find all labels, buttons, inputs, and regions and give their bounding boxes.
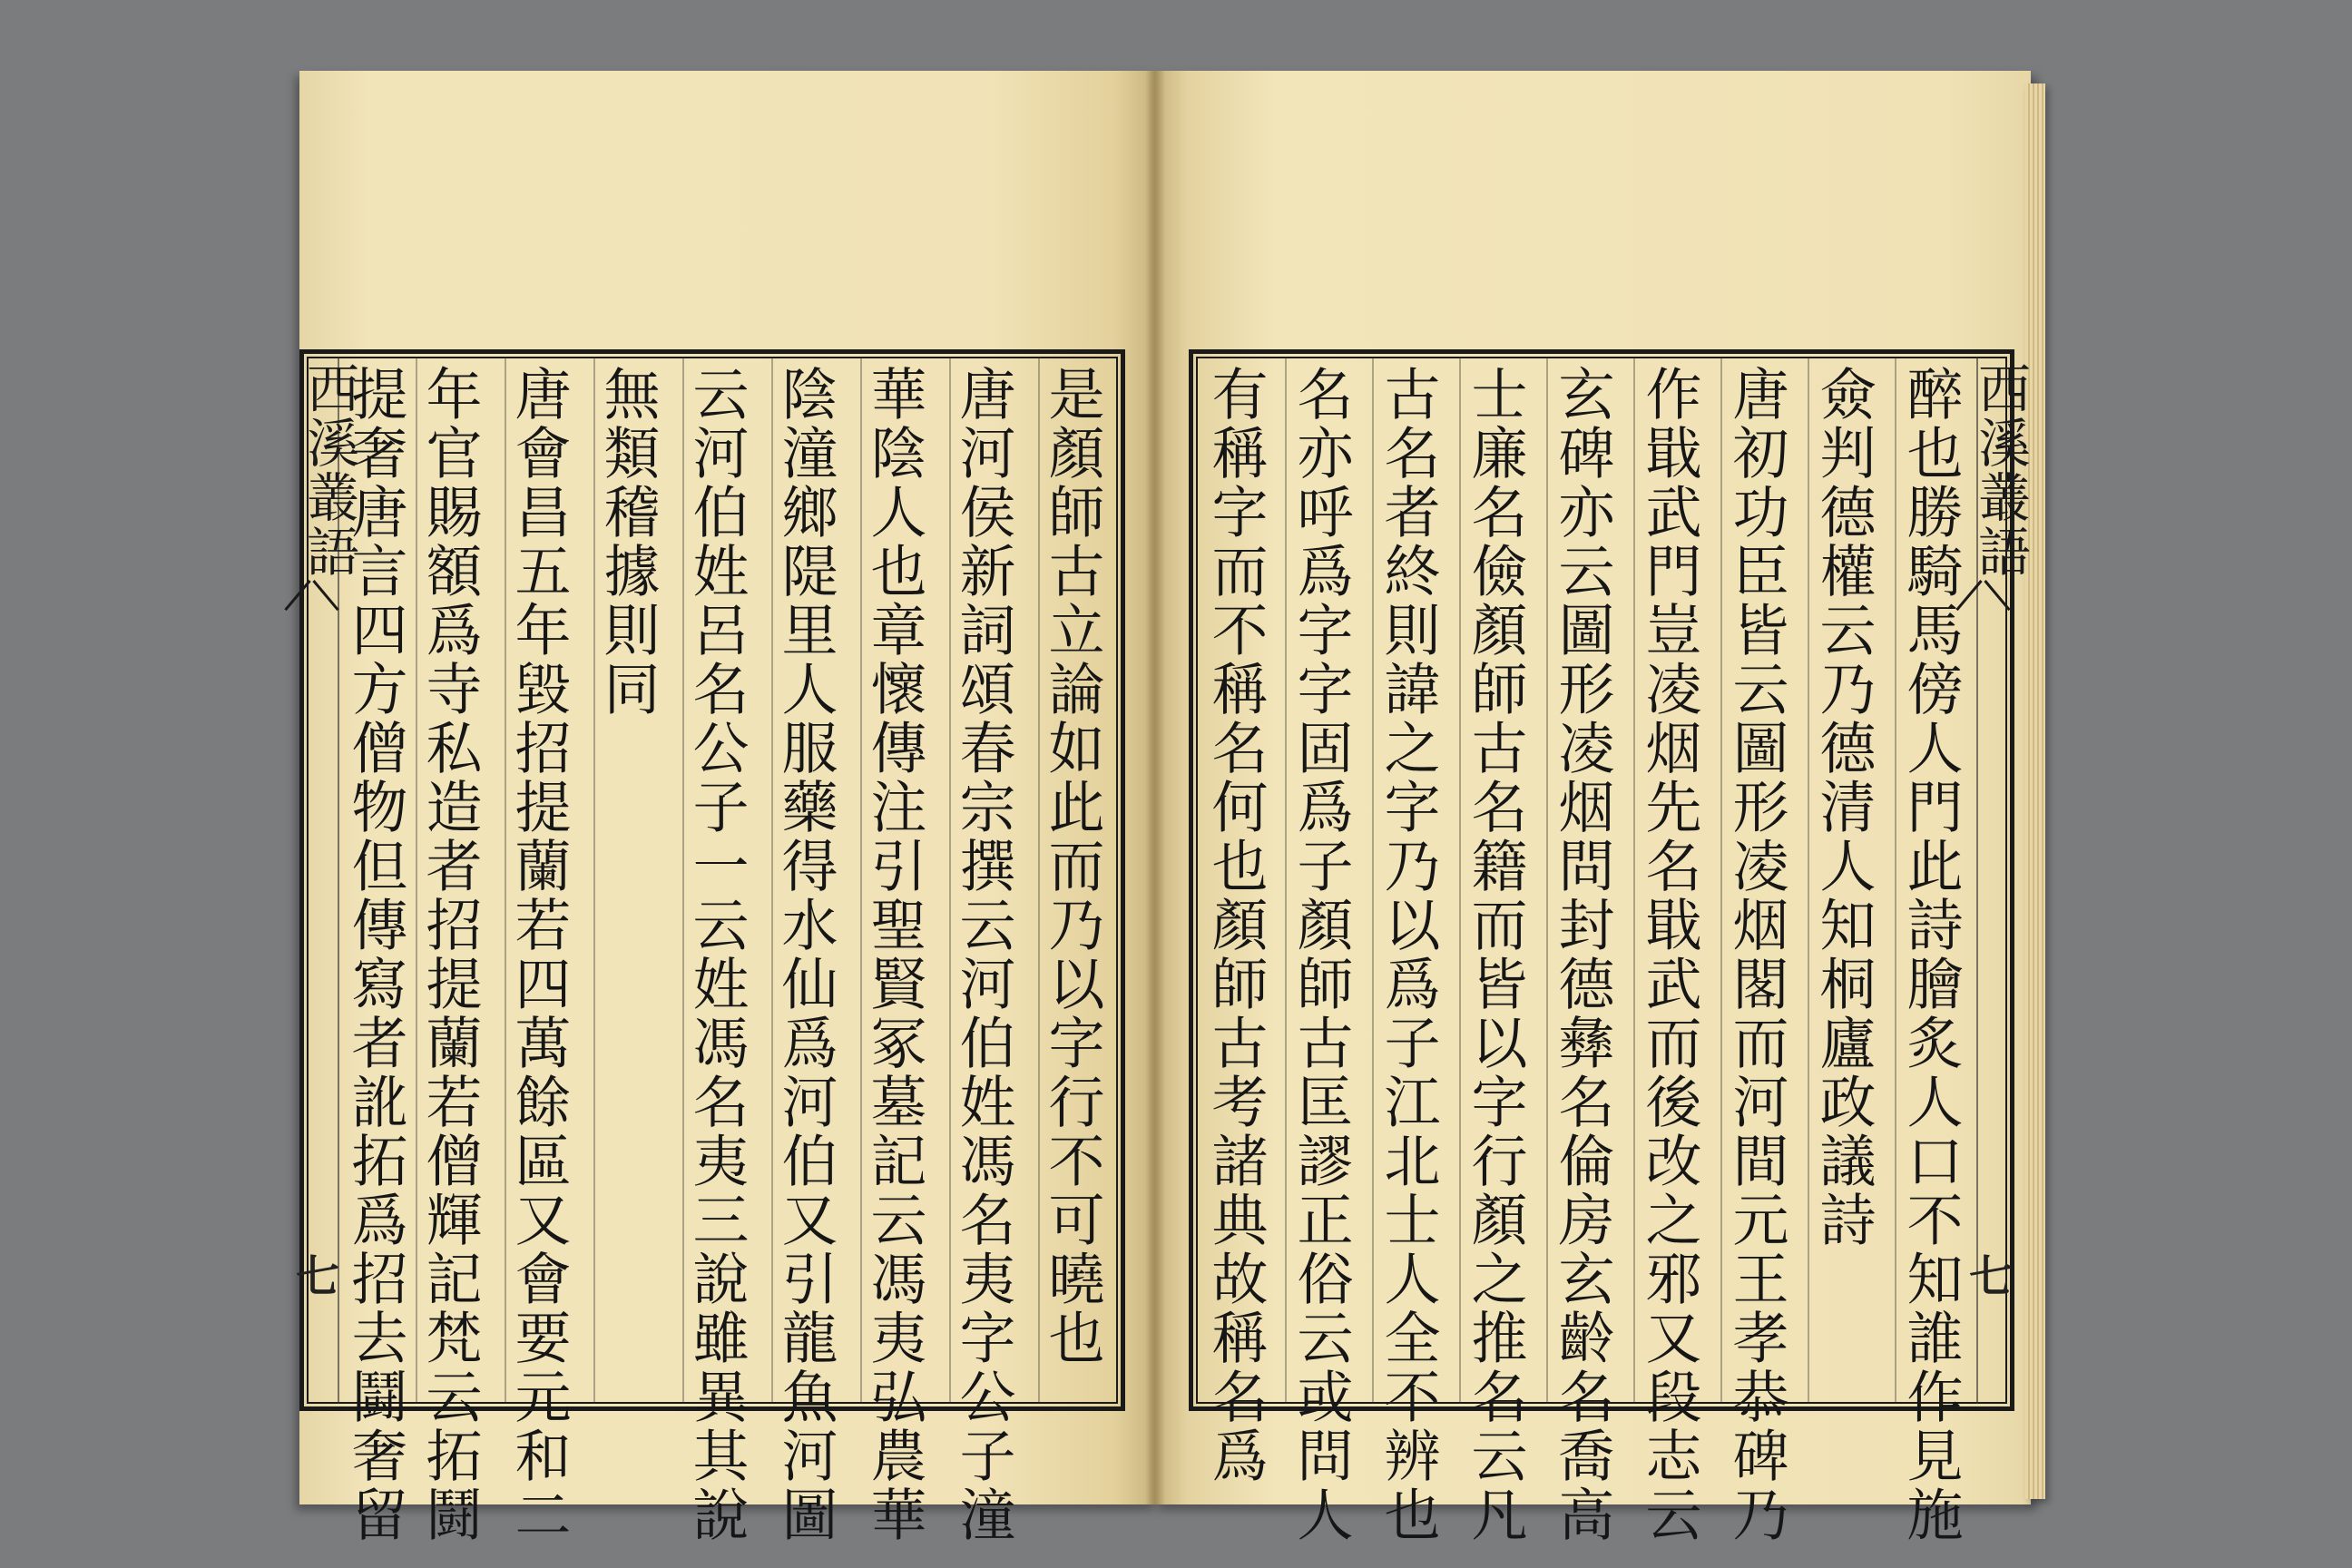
right-col-divider bbox=[1546, 357, 1548, 1404]
left-text-column-6: 無類稽據則同 bbox=[594, 365, 661, 719]
right-col-divider bbox=[1720, 357, 1722, 1404]
right-text-column-9: 有稱字而不稱名何也顏師古考諸典故稱名爲 bbox=[1202, 365, 1269, 1485]
right-text-column-3: 唐初功臣皆云圖形凌烟閣而河間元王孝恭碑乃 bbox=[1723, 365, 1789, 1544]
right-col-divider bbox=[1459, 357, 1461, 1404]
left-fold-fishtail-mark bbox=[289, 581, 336, 612]
left-text-column-5: 云河伯姓呂名公子一云姓馮名夷三說雖異其說 bbox=[683, 365, 750, 1544]
right-fold-title: 西溪叢語 bbox=[1969, 361, 2031, 579]
right-col-divider bbox=[1808, 357, 1809, 1404]
left-text-column-1: 是顏師古立論如此而乃以字行不可曉也 bbox=[1039, 365, 1105, 1367]
left-text-column-2: 唐河侯新詞頌春宗撰云河伯姓馮名夷字公子潼 bbox=[950, 365, 1016, 1544]
right-text-column-1: 醉也勝騎馬傍人門此詩膾炙人口不知誰作見施 bbox=[1897, 365, 1964, 1544]
left-text-column-8: 年官賜額爲寺私造者招提蘭若僧輝記梵云拓鬪 bbox=[416, 365, 483, 1544]
book-gutter bbox=[1145, 71, 1165, 1504]
page-edges bbox=[2025, 83, 2045, 1499]
left-text-column-3: 華陰人也章懷傳注引聖賢冢墓記云馮夷弘農華 bbox=[861, 365, 927, 1544]
right-text-column-5: 玄碑亦云圖形凌烟問封德彝名倫房玄齡名喬高 bbox=[1549, 365, 1615, 1544]
right-text-column-7: 古名者終則諱之字乃以爲子江北士人全不辨也 bbox=[1375, 365, 1441, 1544]
left-page-number: 七 bbox=[296, 1251, 340, 1302]
right-col-divider bbox=[1633, 357, 1635, 1404]
left-fold-title: 西溪叢語 bbox=[298, 361, 359, 579]
right-text-column-6: 士廉名儉顏師古名籍而皆以字行顏之推名云凡 bbox=[1462, 365, 1528, 1544]
right-text-column-4: 作戢武門豈凌烟先名戢武而後改之邪又段志云 bbox=[1636, 365, 1702, 1544]
right-col-divider bbox=[1285, 357, 1287, 1404]
right-fold-fishtail-mark bbox=[1960, 581, 2007, 612]
right-text-column-2: 僉判德權云乃德清人知桐廬政議詩 bbox=[1810, 365, 1877, 1250]
left-text-column-9: 提奢唐言四方僧物但傳寫者訛拓爲招去鬪奢留 bbox=[342, 365, 408, 1544]
right-col-divider bbox=[1895, 357, 1896, 1404]
left-text-column-7: 唐會昌五年毀招提蘭若四萬餘區又會要元和二 bbox=[505, 365, 572, 1544]
right-text-column-8: 名亦呼爲字字固爲子顏師古匡謬正俗云或問人 bbox=[1288, 365, 1354, 1544]
right-col-divider bbox=[1372, 357, 1374, 1404]
left-text-column-4: 陰潼鄉隄里人服藥得水仙爲河伯又引龍魚河圖 bbox=[772, 365, 838, 1544]
right-page-number: 七 bbox=[1969, 1251, 2014, 1302]
